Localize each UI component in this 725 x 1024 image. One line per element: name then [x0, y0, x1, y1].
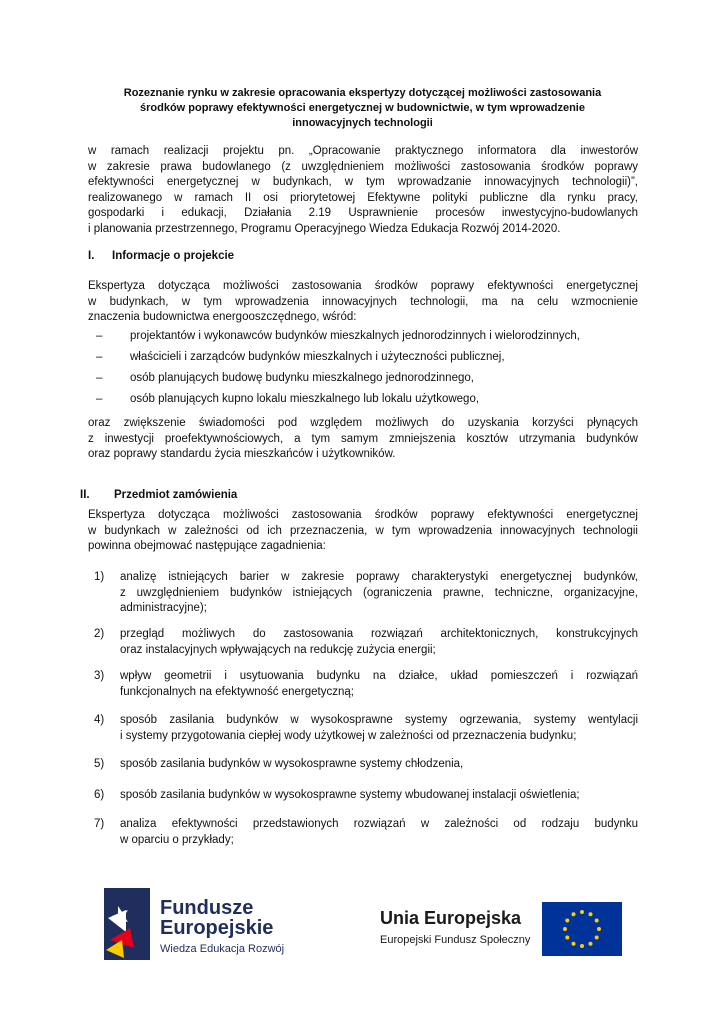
paragraph-line: powinna obejmować następujące zagadnienia:	[88, 540, 326, 553]
section-1-paragraph	[88, 279, 638, 326]
intro-line: w zakresie prawa budowlanego (z uwzględnieniem możliwości zastosowania środków poprawy	[88, 160, 638, 173]
list-item	[94, 713, 638, 745]
item-line: sposób zasilania budynków w wysokosprawne systemy chłodzenia,	[120, 758, 464, 770]
section-2-heading	[80, 488, 237, 503]
bullet-item	[96, 329, 580, 344]
item-line: przegląd możliwych do zastosowania rozwiązań architektonicznych, konstrukcyjnych	[120, 628, 638, 640]
section-number: II.	[80, 489, 90, 501]
paragraph-line: znaczenia budownictwa energooszczędnego, wśród:	[88, 311, 357, 324]
item-number: 3)	[94, 670, 105, 682]
dash-marker: –	[96, 351, 103, 363]
section-1-heading	[88, 249, 234, 264]
dash-marker: –	[96, 393, 103, 405]
title-line: środków poprawy efektywności energetycznej w budownictwie, w tym wprowadzenie	[140, 102, 585, 114]
fe-line: Fundusze	[160, 897, 254, 919]
bullet-item	[96, 392, 479, 407]
section-2-paragraph	[88, 508, 638, 555]
title-line: Rozeznanie rynku w zakresie opracowania ekspertyzy dotyczącej możliwości zastosowania	[123, 87, 602, 99]
dash-marker: –	[96, 330, 103, 342]
item-number: 4)	[94, 714, 105, 726]
paragraph-line: oraz zwiększenie świadomości pod względem możliwych do uzyskania korzyści płynących	[88, 417, 638, 429]
intro-line: efektywności energetycznej w budynkach, w tym wprowadzanie innowacyjnych technologii)”,	[88, 176, 638, 189]
item-line: i systemy przygotowania ciepłej wody użytkowej w zależności od przeznaczenia budynku;	[120, 729, 577, 742]
funding-footer	[0, 880, 725, 990]
intro-line: realizowanego w ramach II osi priorytetowej Efektywne polityki publiczne dla rynku pracy,	[88, 191, 638, 204]
item-line: funkcjonalnych na efektywność energetyczną;	[120, 685, 354, 698]
section-1-conclusion	[88, 416, 638, 463]
fundusze-europejskie-logo-icon	[104, 888, 150, 960]
item-line: wpływ geometrii i usytuowania budynku na działce, układ pomieszczeń i rozwiązań	[120, 670, 638, 682]
list-item	[94, 788, 638, 804]
item-line: oraz instalacyjnych wpływających na redukcję zużycia energii;	[120, 643, 436, 656]
ue-fund: Europejski Fundusz Społeczny	[380, 934, 531, 946]
item-number: 7)	[94, 818, 105, 830]
item-line: analiza efektywności przedstawionych rozwiązań w zależności od rodzaju budynku	[120, 818, 638, 830]
bullet-item	[96, 371, 474, 386]
intro-paragraph	[88, 144, 638, 238]
paragraph-line: w budynkach w zależności od ich przeznaczenia, w tym wprowadzenia innowacyjnych technologii	[88, 524, 638, 537]
list-item	[94, 570, 638, 618]
item-number: 6)	[94, 789, 105, 801]
item-line: sposób zasilania budynków w wysokosprawne systemy wbudowanej instalacji oświetlenia;	[120, 789, 580, 801]
eu-flag-icon	[542, 902, 622, 956]
bullet-item	[96, 350, 505, 365]
paragraph-line: w budynkach, w tym wprowadzenia innowacyjnych technologii, ma na celu wzmocnienie	[88, 295, 638, 308]
dash-marker: –	[96, 372, 103, 384]
section-title: Informacje o projekcie	[112, 250, 235, 262]
item-line: analizę istniejących barier w zakresie poprawy charakterystyki energetycznej budynków,	[120, 571, 638, 583]
ue-title: Unia Europejska	[380, 908, 522, 928]
bullet-text: osób planujących budowę budynku mieszkalnego jednorodzinnego,	[130, 372, 474, 384]
section-number: I.	[88, 250, 95, 262]
list-item	[94, 627, 638, 659]
list-item	[94, 817, 638, 849]
bullet-text: właścicieli i zarządców budynków mieszkalnych i użyteczności publicznej,	[130, 351, 505, 363]
item-number: 1)	[94, 571, 105, 583]
item-line: w oparciu o przykłady;	[120, 833, 234, 846]
list-item	[94, 669, 638, 701]
list-item	[94, 757, 638, 773]
intro-line: w ramach realizacji projektu pn. „Opracowanie praktycznego informatora dla inwestorów	[88, 145, 638, 157]
paragraph-line: Ekspertyza dotycząca możliwości zastosowania środków poprawy efektywności energetycznej	[88, 509, 638, 521]
item-line: z uwzględnieniem budynków istniejących (ograniczenia prawne, techniczne, organizacyjne,	[120, 586, 638, 599]
fundusze-europejskie-text	[160, 898, 284, 956]
unia-europejska-text	[380, 908, 530, 947]
intro-line: gospodarki i edukacji, Działania 2.19 Usprawnienie procesów inwestycyjno-budowlanych	[88, 207, 638, 220]
paragraph-line: Ekspertyza dotycząca możliwości zastosowania środków poprawy efektywności energetycznej	[88, 280, 638, 292]
document-title	[90, 86, 635, 131]
fe-program: Wiedza Edukacja Rozwój	[160, 943, 285, 955]
item-number: 2)	[94, 628, 105, 640]
bullet-text: osób planujących kupno lokalu mieszkalnego lub lokalu użytkowego,	[130, 393, 480, 405]
item-line: administracyjne);	[120, 602, 207, 615]
paragraph-line: oraz poprawy standardu życia mieszkańców i użytkowników.	[88, 448, 396, 461]
item-line: sposób zasilania budynków w wysokosprawne systemy ogrzewania, systemy wentylacji	[120, 714, 638, 726]
paragraph-line: z inwestycji proefektywnościowych, a tym samym zmniejszenia kosztów utrzymania budynków	[88, 432, 638, 445]
item-number: 5)	[94, 758, 105, 770]
fe-line: Europejskie	[160, 917, 274, 939]
section-title: Przedmiot zamówienia	[114, 489, 238, 501]
bullet-text: projektantów i wykonawców budynków mieszkalnych jednorodzinnych i wielorodzinnych,	[130, 330, 580, 342]
title-line: innowacyjnych technologii	[292, 117, 433, 129]
intro-line: i planowania przestrzennego, Programu Operacyjnego Wiedza Edukacja Rozwój 2014-2020.	[88, 222, 561, 235]
